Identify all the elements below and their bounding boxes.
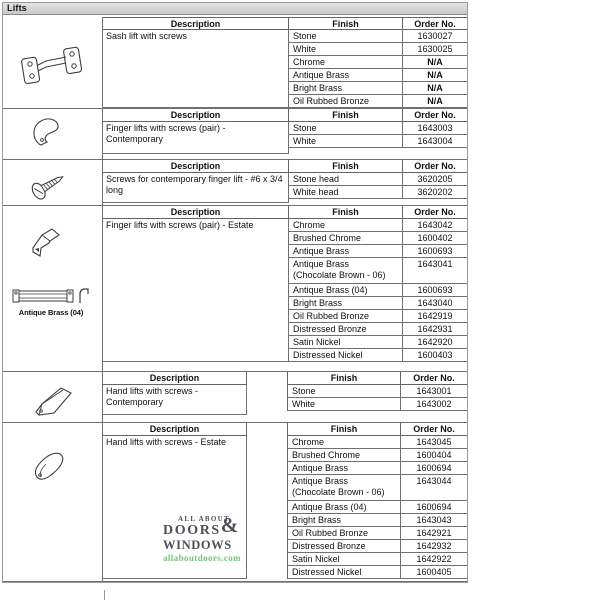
finger-lift-contemporary-image-cell — [3, 109, 103, 159]
order-no-cell: 1600693 — [403, 284, 467, 297]
hand-lifts-estate-table — [103, 423, 467, 581]
order-no-cell: 1600402 — [403, 232, 467, 245]
finish-order-row — [287, 566, 467, 579]
order-no-cell: 1643002 — [401, 398, 467, 411]
finish-order-rows — [287, 436, 467, 579]
order-no-cell: 1630025 — [403, 43, 467, 56]
order-no-cell: 1643043 — [401, 514, 467, 527]
hand-lifts-contemporary-table — [103, 372, 467, 422]
column-divider-overshoot — [104, 590, 105, 600]
finish-cell: Distressed Bronze — [289, 323, 403, 336]
finish-cell: Distressed Nickel — [289, 349, 403, 362]
finish-order-row — [289, 122, 467, 135]
hand-lift-estate-drawing — [31, 447, 67, 485]
order-no-cell: 1600693 — [403, 245, 467, 258]
finish-cell: Oil Rubbed Bronze — [289, 95, 403, 108]
order-no-cell: N/A — [403, 56, 467, 69]
order-no-cell: 3620205 — [403, 173, 467, 186]
description-header: Description — [103, 372, 247, 385]
finish-order-row — [289, 323, 467, 336]
finish-order-row — [287, 475, 467, 501]
sash-lift-table — [103, 17, 467, 108]
finish-cell: Stone head — [289, 173, 403, 186]
finish-cell: Stone — [289, 30, 403, 43]
logo-all-about-text: ALL ABOUT — [178, 515, 230, 523]
antique-brass-caption: Antique Brass (04) — [18, 308, 84, 317]
finish-cell: White — [289, 135, 403, 148]
description-cell: Sash lift with screws — [103, 30, 289, 108]
all-about-doors-logo — [163, 513, 242, 563]
description-header: Description — [103, 109, 289, 122]
finish-cell: White head — [289, 186, 403, 199]
finish-order-row — [287, 462, 467, 475]
order-no-cell: 1643044 — [401, 475, 467, 501]
section-finger-lifts-estate — [3, 206, 467, 372]
description-header: Description — [103, 423, 247, 436]
order-no-cell: 1642920 — [403, 336, 467, 349]
hand-lift-contemporary-image-cell — [3, 372, 103, 422]
logo-doors-text: DOORS — [163, 523, 221, 538]
finish-order-row — [289, 219, 467, 232]
order-no-cell: N/A — [403, 95, 467, 108]
finish-order-row — [287, 540, 467, 553]
order-no-cell: N/A — [403, 69, 467, 82]
order-no-cell: 1642921 — [401, 527, 467, 540]
screw-drawing — [29, 167, 69, 203]
table-header-row — [103, 206, 467, 219]
finish-order-row — [287, 385, 467, 398]
order-no-cell: N/A — [403, 82, 467, 95]
section-finger-lifts-contemporary — [3, 109, 467, 160]
finish-header: Finish — [289, 17, 403, 30]
finish-order-row — [289, 349, 467, 362]
finish-cell-line2: (Chocolate Brown - 06) — [293, 270, 386, 280]
order-no-cell: 1630027 — [403, 30, 467, 43]
finger-lift-estate-image-cell — [3, 206, 103, 371]
finish-cell: Brushed Chrome — [287, 449, 401, 462]
order-no-cell: 1600694 — [401, 501, 467, 514]
finish-order-row — [289, 173, 467, 186]
finish-cell: Satin Nickel — [289, 336, 403, 349]
order-no-cell: 3620202 — [403, 186, 467, 199]
finish-order-row — [287, 527, 467, 540]
finish-order-row — [287, 553, 467, 566]
order-no-header: Order No. — [403, 160, 467, 173]
finger-lifts-contemporary-table — [103, 109, 467, 159]
finish-order-row — [289, 135, 467, 148]
finish-cell: Antique Brass (04) — [287, 501, 401, 514]
finish-cell: Antique Brass (04) — [289, 284, 403, 297]
finish-cell: Distressed Bronze — [287, 540, 401, 553]
finish-cell: Bright Brass — [289, 297, 403, 310]
finish-order-row — [289, 310, 467, 323]
page-title: Lifts — [3, 3, 467, 15]
order-no-header: Order No. — [403, 206, 467, 219]
finish-order-row — [289, 297, 467, 310]
finish-order-rows — [289, 173, 467, 203]
table-header-row — [103, 160, 467, 173]
finish-order-rows — [289, 219, 467, 362]
description-header: Description — [103, 160, 289, 173]
finish-cell: Brushed Chrome — [289, 232, 403, 245]
finish-order-row — [289, 284, 467, 297]
description-cell: Finger lifts with screws (pair) - Estate — [103, 219, 289, 362]
finish-cell-line2: (Chocolate Brown - 06) — [292, 487, 385, 497]
order-no-cell: 1642922 — [401, 553, 467, 566]
finish-order-row — [287, 436, 467, 449]
description-cell: Hand lifts with screws - Contemporary — [103, 385, 247, 415]
order-no-header: Order No. — [401, 423, 467, 436]
finish-order-row — [287, 514, 467, 527]
table-header-row — [103, 423, 467, 436]
finish-cell: Chrome — [289, 219, 403, 232]
finish-header: Finish — [289, 160, 403, 173]
finish-cell: Antique Brass — [289, 245, 403, 258]
table-header-row — [103, 109, 467, 122]
lifts-catalog-sheet — [2, 2, 468, 583]
finish-cell: Bright Brass — [289, 82, 403, 95]
hand-lift-estate-image-cell — [3, 423, 103, 581]
finish-cell: Distressed Nickel — [287, 566, 401, 579]
finish-cell: White — [289, 43, 403, 56]
order-no-cell: 1642919 — [403, 310, 467, 323]
order-no-cell: 1642932 — [401, 540, 467, 553]
table-header-row — [103, 17, 467, 30]
finish-cell: Oil Rubbed Bronze — [289, 310, 403, 323]
section-finger-lift-screws — [3, 160, 467, 206]
finish-order-row — [289, 82, 467, 95]
finish-cell: Chrome — [287, 436, 401, 449]
order-no-cell: 1600694 — [401, 462, 467, 475]
finish-cell: Satin Nickel — [287, 553, 401, 566]
order-no-cell: 1643042 — [403, 219, 467, 232]
finish-order-row — [289, 336, 467, 349]
logo-windows-text: WINDOWS — [163, 538, 232, 552]
order-no-cell: 1643045 — [401, 436, 467, 449]
finish-header: Finish — [287, 423, 401, 436]
logo-url-text: allaboutdoors.com — [163, 552, 242, 563]
finish-cell: Antique Brass — [289, 69, 403, 82]
finish-order-row — [289, 232, 467, 245]
order-no-cell: 1643003 — [403, 122, 467, 135]
finish-cell: Chrome — [289, 56, 403, 69]
description-cell: Finger lifts with screws (pair) - Contemporary — [103, 122, 289, 154]
finish-cell: Antique Brass — [287, 462, 401, 475]
sash-lift-drawing — [19, 43, 85, 87]
finish-header: Finish — [287, 372, 401, 385]
order-no-header: Order No. — [401, 372, 467, 385]
description-header: Description — [103, 206, 289, 219]
finish-header: Finish — [289, 206, 403, 219]
finish-cell: Stone — [287, 385, 401, 398]
finish-cell: Stone — [289, 122, 403, 135]
order-no-cell: 1643041 — [403, 258, 467, 284]
screws-table — [103, 160, 467, 205]
sash-lift-image-cell — [3, 17, 103, 108]
finish-order-row — [289, 95, 467, 108]
order-no-header: Order No. — [403, 109, 467, 122]
order-no-cell: 1600403 — [403, 349, 467, 362]
finish-cell: Bright Brass — [287, 514, 401, 527]
screw-image-cell — [3, 160, 103, 205]
description-cell: Screws for contemporary finger lift - #6 x 3/4 long — [103, 173, 289, 203]
order-no-header: Order No. — [403, 17, 467, 30]
finish-order-row — [289, 245, 467, 258]
finish-order-row — [287, 501, 467, 514]
finish-cell: Oil Rubbed Bronze — [287, 527, 401, 540]
hand-lift-contemporary-drawing — [32, 383, 74, 419]
finish-order-row — [289, 69, 467, 82]
finish-order-row — [289, 56, 467, 69]
finish-order-row — [289, 43, 467, 56]
finish-order-row — [287, 398, 467, 411]
section-sash-lift — [3, 17, 467, 109]
description-cell: Hand lifts with screws - Estate — [103, 436, 247, 579]
finish-order-rows — [287, 385, 467, 415]
finish-cell: White — [287, 398, 401, 411]
finish-header: Finish — [289, 109, 403, 122]
order-no-cell: 1643040 — [403, 297, 467, 310]
order-no-cell: 1643004 — [403, 135, 467, 148]
antique-brass-bar-drawing — [10, 285, 94, 307]
finish-order-rows — [289, 122, 467, 154]
order-no-cell: 1643001 — [401, 385, 467, 398]
finger-lift-estate-drawing — [27, 225, 63, 263]
finish-order-row — [287, 449, 467, 462]
finger-lift-contemporary-drawing — [29, 113, 63, 149]
logo-ampersand: & — [220, 513, 239, 537]
order-no-cell: 1642931 — [403, 323, 467, 336]
finish-cell: Antique Brass (Chocolate Brown - 06) — [287, 475, 401, 501]
finish-order-rows — [289, 30, 467, 108]
finish-cell: Antique Brass (Chocolate Brown - 06) — [289, 258, 403, 284]
finish-order-row — [289, 30, 467, 43]
order-no-cell: 1600404 — [401, 449, 467, 462]
description-header: Description — [103, 17, 289, 30]
finger-lifts-estate-table — [103, 206, 467, 371]
finish-order-row — [289, 186, 467, 199]
section-hand-lifts-contemporary — [3, 372, 467, 423]
finish-order-row — [289, 258, 467, 284]
order-no-cell: 1600405 — [401, 566, 467, 579]
table-header-row — [103, 372, 467, 385]
